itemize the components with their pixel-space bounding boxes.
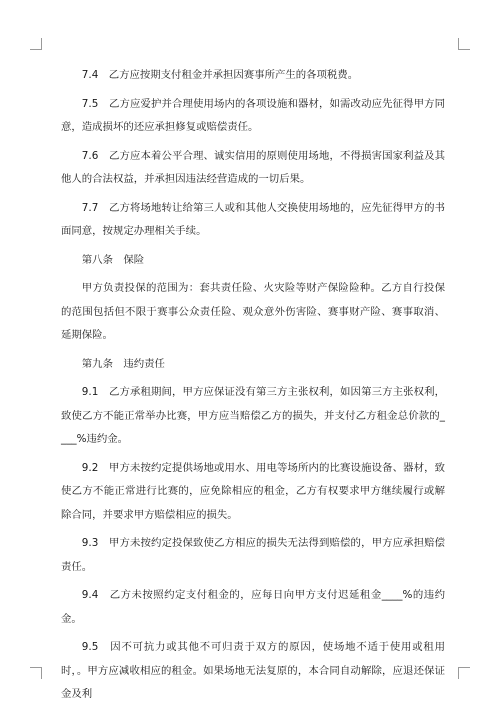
- clause-9-5: 9.5 因不可抗力或其他不可归责于双方的原因，使场地不适于使用或租用时，。甲方应减收相应的租金。如果场地无法复原的，本合同自动解除，应退还保证金及利: [61, 641, 445, 700]
- clause-7-6: 7.6 乙方应本着公平合理、诚实信用的原则使用场地，不得损害国家利益及其他人的合法权益，并承担因违法经营造成的一切后果。: [61, 149, 445, 185]
- article-9-heading: 第九条 违约责任: [81, 357, 165, 370]
- clause-7-5: 7.5 乙方应爱护并合理使用场内的各项设施和器材，如需改动应先征得甲方同意，造成损坏的还应承担修复或赔偿责任。: [61, 97, 445, 133]
- clause-9-4: 9.4 乙方未按照约定支付租金的，应每日向甲方支付迟延租金____%的违约金。: [61, 589, 445, 625]
- crop-mark-top-left: [30, 38, 42, 50]
- clause-9-1: 9.1 乙方承租期间，甲方应保证没有第三方主张权利，如因第三方主张权利，致使乙方不能正常举办比赛，甲方应当赔偿乙方的损失，并支付乙方租金总价款的____%违约金。: [61, 386, 445, 445]
- clause-7-4: 7.4 乙方应按期支付租金并承担因赛事所产生的各项税费。: [81, 69, 359, 81]
- crop-mark-bottom-right: [458, 667, 470, 679]
- clause-9-3: 9.3 甲方未按约定投保致使乙方相应的损失无法得到赔偿的，甲方应承担赔偿责任。: [61, 537, 445, 573]
- article-8-heading: 第八条 保险: [81, 253, 145, 266]
- crop-mark-bottom-left: [30, 667, 42, 679]
- document-body: [61, 64, 445, 712]
- crop-mark-top-right: [458, 38, 470, 50]
- clause-9-2: 9.2 甲方未按约定提供场地或用水、用电等场所内的比赛设施设备、器材，致使乙方不能正常进行比赛的，应免除相应的租金，乙方有权要求甲方继续履行或解除合同，并要求甲方赔偿相应的损失。: [61, 461, 445, 521]
- clause-7-7: 7.7 乙方将场地转让给第三人或和其他人交换使用场地的，应先征得甲方的书面同意，按规定办理相关手续。: [61, 201, 445, 237]
- insurance-scope-paragraph: 甲方负责投保的范围为：套共责任险、火灾险等财产保险险种。乙方自行投保的范围包括但不限于赛事公众责任险、观众意外伤害险、赛事财产险、赛事取消、延期保险。: [61, 282, 445, 341]
